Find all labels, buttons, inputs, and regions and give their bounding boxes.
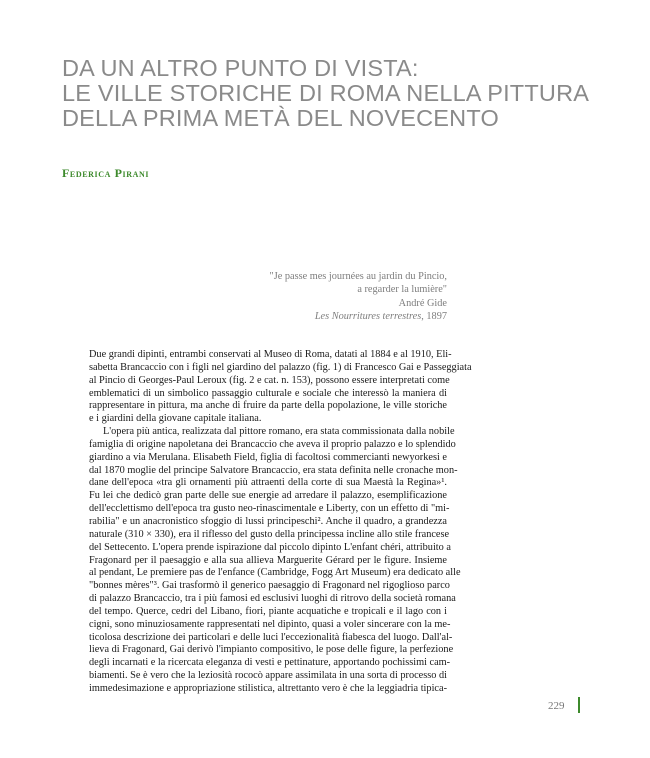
body-line: del Settecento. L'opera prende ispirazione dal piccolo dipinto L'enfant chéri, attribuito a	[89, 541, 451, 553]
body-line: biamenti. Se è vero che la leziosità rococò appare assimilata in una sorta di processo di	[89, 670, 447, 682]
title-line: DELLA PRIMA METÀ DEL NOVECENTO	[62, 105, 499, 131]
body-line: Fragonard per il paesaggio e alla sua allieva Marguerite Gérard per le figure. Insieme	[89, 554, 447, 566]
epigraph-work: Les Nourritures terrestres	[314, 311, 422, 323]
page-number: 229	[548, 700, 565, 712]
body-line: al Pincio di Georges-Paul Leroux (fig. 2 e cat. n. 153), possono essere interpretati come	[89, 374, 450, 386]
body-line: del tempo. Querce, cedri del Libano, fiori, piante acquatiche e tropicali e il lago con i	[89, 605, 447, 617]
body-line: "bonnes mères"³. Gai trasformò il generico paesaggio di Fragonard nel rigoglioso parco	[89, 580, 450, 592]
body-line: emblematici di un simbolico passaggio culturale e sociale che interessò la maniera di	[89, 387, 447, 399]
body-line: rabilia" e un anacronistico sfoggio di lussi principeschi². Anche il quadro, a grandezza	[89, 515, 447, 527]
body-line: Due grandi dipinti, entrambi conservati al Museo di Roma, datati al 1884 e al 1910, Eli-	[89, 349, 452, 360]
epigraph-attribution: André Gide	[398, 297, 447, 309]
body-line: lieva di Fragonard, Gai derivò l'impianto compositivo, le pose delle figure, la perfezione	[89, 644, 454, 656]
body-line: al pendant, Le premiere pas de l'enfance (Cambridge, Fogg Art Museum) era dedicato alle	[89, 567, 461, 579]
body-line: immedesimazione e appropriazione stilistica, altrettanto vero è che la leggiadria tipica-	[89, 682, 447, 694]
body-line: di palazzo Brancaccio, tra i più famosi ed esclusivi luoghi di ritrovo della società romana	[89, 593, 456, 605]
body-line: degli incarnati e la ricercata eleganza di vesti e pettinature, apportando pochissimi cam-	[89, 657, 451, 669]
author-name: Federica Pirani	[62, 166, 150, 180]
epigraph	[270, 270, 448, 324]
epigraph-year: , 1897	[421, 311, 447, 323]
body-line: L'opera più antica, realizzata dal pittore romano, era stata commissionata dalla nobile	[103, 426, 455, 438]
epigraph-quote-line: "Je passe mes journées au jardin du Pincio,	[269, 271, 447, 282]
body-line: rappresentare in pittura, ma anche di fruire da parte della popolazione, le ville storiche	[89, 400, 447, 412]
body-line: dane dell'epoca «tra gli ornamenti più attraenti della corte di sua Maestà la Regina»¹.	[89, 477, 447, 489]
body-line: famiglia di origine napoletana dei Brancaccio che aveva il proprio palazzo e lo splendido	[89, 438, 456, 450]
body-line: dal 1870 moglie del principe Salvatore Brancaccio, era stata definita nelle cronache mon-	[89, 464, 458, 476]
body-line: Fu lei che dedicò gran parte delle sue energie ad arredare il palazzo, esemplificazione	[89, 490, 447, 502]
page-number-rule	[578, 697, 580, 713]
epigraph-source	[270, 310, 448, 323]
body-line: ticolosa descrizione dei particolari e delle luci l'eccezionalità fiabesca del luogo. Dall'al-	[89, 631, 453, 643]
body-line: giardino a via Merulana. Elisabeth Field, figlia di facoltosi commercianti newyorkesi e	[89, 451, 447, 463]
body-line: sabetta Brancaccio con i figli nel giardino del palazzo (fig. 1) di Francesco Gai e Passeggiata	[89, 361, 472, 373]
body-line: cigni, sono minuziosamente rappresentati nel dipinto, quasi a voler sincerare con la me-	[89, 618, 451, 630]
body-line: dell'ecclettismo dell'epoca tra gusto neo-rinascimentale e Liberty, con un effetto di "mi-	[89, 503, 450, 515]
title-line: DA UN ALTRO PUNTO DI VISTA:	[62, 55, 419, 81]
article-title	[62, 56, 622, 131]
epigraph-quote-line: a regarder la lumière"	[357, 284, 447, 296]
body-line: naturale (310 × 330), era il riflesso del gusto della principessa incline allo stile francese	[89, 528, 450, 540]
body-line: e i giardini della giovane capitale italiana.	[89, 413, 262, 425]
body-text	[89, 349, 472, 696]
title-line: LE VILLE STORICHE DI ROMA NELLA PITTURA	[62, 80, 590, 106]
